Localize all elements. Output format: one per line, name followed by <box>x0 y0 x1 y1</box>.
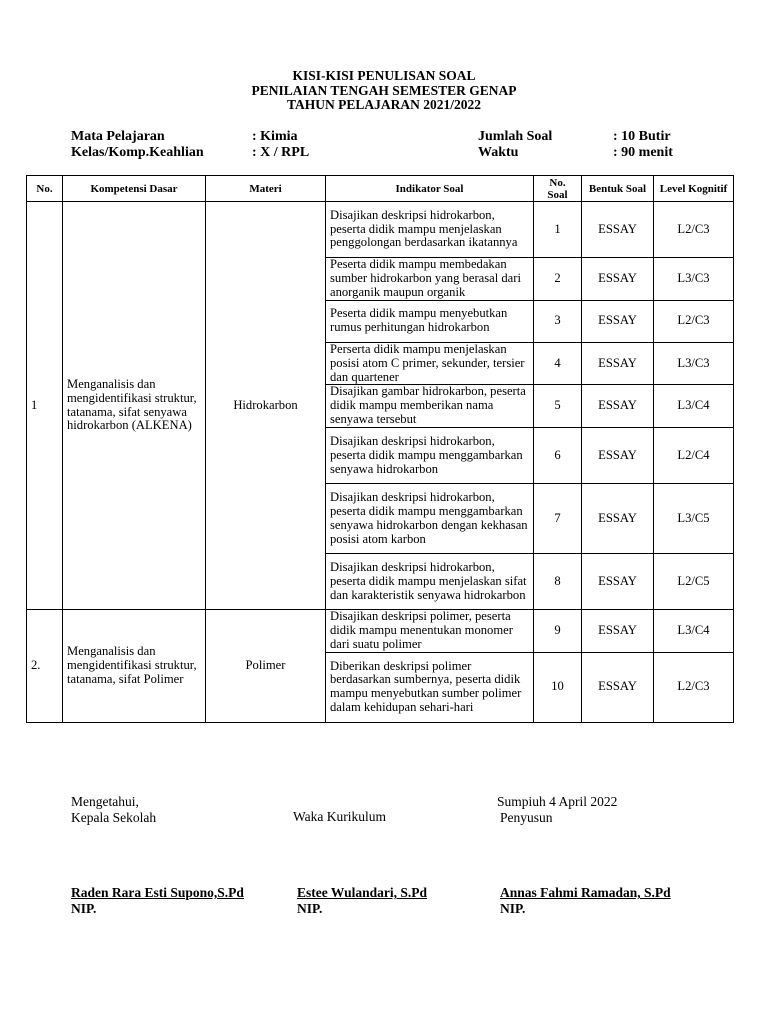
bentuk-soal-cell: ESSAY <box>582 554 654 610</box>
mengetahui-text: Mengetahui, <box>71 794 139 809</box>
level-kognitif-cell: L2/C5 <box>654 554 734 610</box>
waka-kurikulum-nip: NIP. <box>297 900 323 916</box>
header-bentuk-soal: Bentuk Soal <box>582 176 654 202</box>
waka-kurikulum-name: Estee Wulandari, S.Pd <box>297 885 428 900</box>
date-place-text: Sumpiuh 4 April 2022 <box>497 794 618 809</box>
group-number: 2. <box>27 610 63 723</box>
level-kognitif-cell: L2/C3 <box>654 300 734 342</box>
level-kognitif-cell: L3/C5 <box>654 484 734 554</box>
waka-kurikulum-text: Waka Kurikulum <box>293 809 387 824</box>
kisi-kisi-table <box>26 175 734 723</box>
signature-middle-heading <box>293 809 386 825</box>
kelas-value: : X / RPL <box>252 144 310 160</box>
info-values-right <box>613 129 673 160</box>
header-kompetensi-dasar: Kompetensi Dasar <box>63 176 206 202</box>
no-soal-cell: 2 <box>534 258 582 301</box>
kompetensi-dasar-cell: Menganalisis dan mengidentifikasi struktur, tatanama, sifat senyawa hidrokarbon (ALKENA) <box>63 202 206 610</box>
kompetensi-dasar-cell: Menganalisis dan mengidentifikasi struktur, tatanama, sifat Polimer <box>63 610 206 723</box>
bentuk-soal-cell: ESSAY <box>582 342 654 385</box>
waktu-label: Waktu <box>478 144 519 160</box>
header-no: No. <box>27 176 63 202</box>
jumlah-value: : 10 Butir <box>613 129 671 144</box>
title-line-3: TAHUN PELAJARAN 2021/2022 <box>286 97 481 112</box>
no-soal-cell: 7 <box>534 484 582 554</box>
bentuk-soal-cell: ESSAY <box>582 385 654 428</box>
document-title <box>0 69 768 113</box>
materi-cell: Polimer <box>206 610 326 723</box>
indikator-cell: Perserta didik mampu menjelaskan posisi atom C primer, sekunder, tersier dan quartener <box>326 342 534 385</box>
penyusun-name: Annas Fahmi Ramadan, S.Pd <box>500 885 671 900</box>
level-kognitif-cell: L3/C3 <box>654 342 734 385</box>
no-soal-cell: 8 <box>534 554 582 610</box>
bentuk-soal-cell: ESSAY <box>582 652 654 722</box>
title-line-1: KISI-KISI PENULISAN SOAL <box>292 68 476 83</box>
signature-middle <box>297 885 427 916</box>
no-soal-cell: 9 <box>534 610 582 653</box>
signature-right-heading <box>497 794 617 825</box>
group-number: 1 <box>27 202 63 610</box>
no-soal-cell: 6 <box>534 428 582 484</box>
waktu-value: : 90 menit <box>613 144 673 160</box>
indikator-cell: Disajikan gambar hidrokarbon, peserta didik mampu memberikan nama senyawa tersebut <box>326 385 534 428</box>
kelas-label: Kelas/Komp.Keahlian <box>71 144 204 160</box>
header-no-soal: No. Soal <box>534 176 582 202</box>
info-labels-right <box>478 129 552 160</box>
table-header-row <box>27 176 734 202</box>
signature-left-heading <box>71 794 156 825</box>
indikator-cell: Peserta didik mampu membedakan sumber hidrokarbon yang berasal dari anorganik maupun organik <box>326 258 534 301</box>
table-row <box>27 610 734 653</box>
penyusun-nip: NIP. <box>500 900 526 916</box>
no-soal-cell: 4 <box>534 342 582 385</box>
header-level-kognitif: Level Kognitif <box>654 176 734 202</box>
bentuk-soal-cell: ESSAY <box>582 300 654 342</box>
level-kognitif-cell: L2/C3 <box>654 202 734 258</box>
bentuk-soal-cell: ESSAY <box>582 202 654 258</box>
level-kognitif-cell: L2/C3 <box>654 652 734 722</box>
mapel-label: Mata Pelajaran <box>71 129 165 144</box>
bentuk-soal-cell: ESSAY <box>582 258 654 301</box>
no-soal-cell: 1 <box>534 202 582 258</box>
indikator-cell: Peserta didik mampu menyebutkan rumus perhitungan hidrokarbon <box>326 300 534 342</box>
penyusun-text: Penyusun <box>500 809 553 825</box>
level-kognitif-cell: L3/C4 <box>654 385 734 428</box>
indikator-cell: Disajikan deskripsi hidrokarbon, peserta didik mampu menggambarkan senyawa hidrokarbon <box>326 428 534 484</box>
level-kognitif-cell: L2/C4 <box>654 428 734 484</box>
no-soal-cell: 5 <box>534 385 582 428</box>
indikator-cell: Diberikan deskripsi polimer berdasarkan sumbernya, peserta didik mampu menyebutkan sumber polimer dalam kehidupan sehari-hari <box>326 652 534 722</box>
indikator-cell: Disajikan deskripsi hidrokarbon, peserta didik mampu menjelaskan sifat dan karakteristik senyawa hidrokarbon <box>326 554 534 610</box>
jumlah-label: Jumlah Soal <box>478 129 553 144</box>
kepala-sekolah-name: Raden Rara Esti Supono,S.Pd <box>71 885 244 900</box>
info-values-left <box>252 129 309 160</box>
header-indikator-soal: Indikator Soal <box>326 176 534 202</box>
mapel-value: : Kimia <box>252 129 298 144</box>
indikator-cell: Disajikan deskripsi hidrokarbon, peserta didik mampu menggambarkan senyawa hidrokarbon dengan kekhasan posisi atom karbon <box>326 484 534 554</box>
materi-cell: Hidrokarbon <box>206 202 326 610</box>
table-row <box>27 202 734 258</box>
kepala-sekolah-text: Kepala Sekolah <box>71 809 157 825</box>
no-soal-cell: 10 <box>534 652 582 722</box>
header-materi: Materi <box>206 176 326 202</box>
bentuk-soal-cell: ESSAY <box>582 428 654 484</box>
indikator-cell: Disajikan deskripsi polimer, peserta didik mampu menentukan monomer dari suatu polimer <box>326 610 534 653</box>
level-kognitif-cell: L3/C3 <box>654 258 734 301</box>
bentuk-soal-cell: ESSAY <box>582 610 654 653</box>
bentuk-soal-cell: ESSAY <box>582 484 654 554</box>
title-line-2: PENILAIAN TENGAH SEMESTER GENAP <box>251 82 517 98</box>
kepala-sekolah-nip: NIP. <box>71 900 97 916</box>
info-labels-left <box>71 129 204 160</box>
signature-right <box>500 885 671 916</box>
level-kognitif-cell: L3/C4 <box>654 610 734 653</box>
no-soal-cell: 3 <box>534 300 582 342</box>
indikator-cell: Disajikan deskripsi hidrokarbon, peserta didik mampu menjelaskan penggolongan berdasarkan ikatannya <box>326 202 534 258</box>
signature-left <box>71 885 244 916</box>
